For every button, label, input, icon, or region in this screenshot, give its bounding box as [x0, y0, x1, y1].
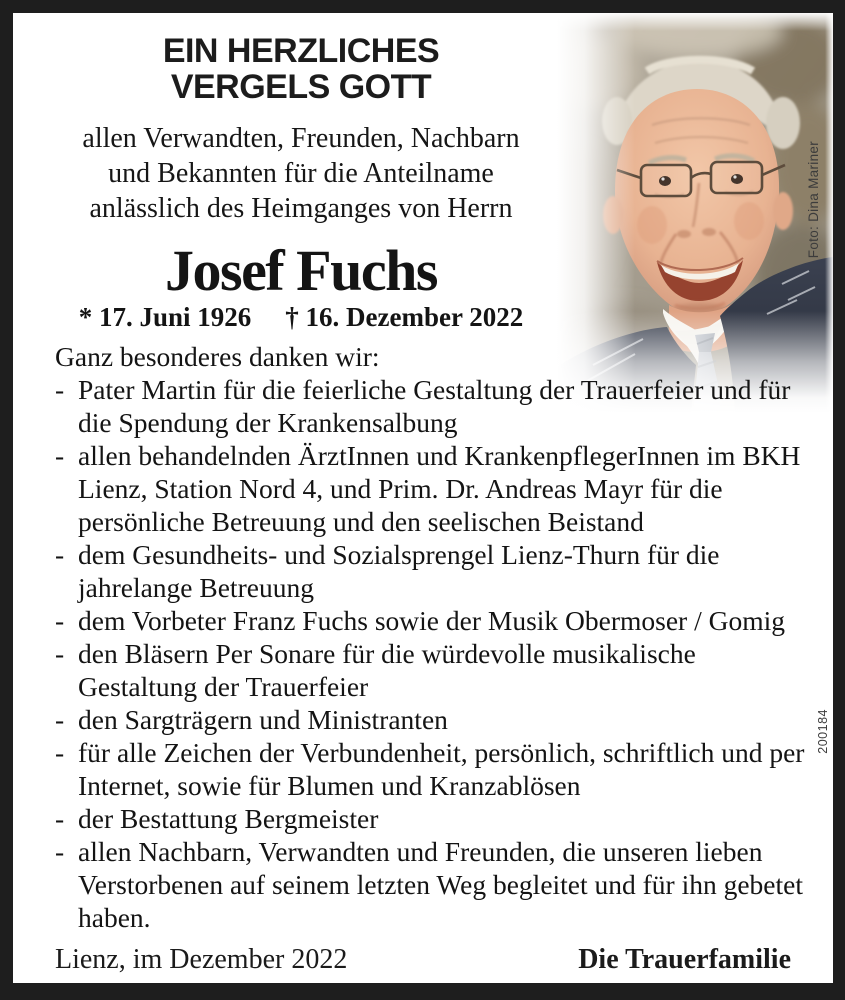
intro-paragraph: [55, 121, 547, 226]
photo-credit: Foto: Dina Mariner: [806, 141, 821, 259]
intro-line: allen Verwandten, Freunden, Nachbarn: [82, 123, 520, 154]
footer-row: [55, 943, 791, 976]
intro-line: und Bekannten für die Anteilname: [108, 158, 494, 189]
heading-line-2: VERGELS GOTT: [170, 68, 432, 106]
bullet-dash: -: [55, 605, 65, 636]
header-block: [55, 33, 547, 333]
thanks-block: [55, 340, 817, 934]
thanks-item: [55, 637, 817, 703]
bullet-dash: -: [55, 836, 65, 867]
thanks-item-text: für alle Zeichen der Verbundenheit, persönlich, schriftlich und per Internet, sowie für Blumen und Kranzablösen: [78, 737, 805, 801]
thanks-item-text: den Bläsern Per Sonare für die würdevolle musikalische Gestaltung der Trauerfeier: [78, 638, 696, 702]
heading: [55, 33, 547, 105]
thanks-item: [55, 703, 817, 736]
thanks-item-text: dem Vorbeter Franz Fuchs sowie der Musik Obermoser / Gomig: [78, 605, 785, 636]
bullet-dash: -: [55, 374, 65, 405]
thanks-item: [55, 802, 817, 835]
thanks-item-text: dem Gesundheits- und Sozialsprengel Lienz-Thurn für die jahrelange Betreuung: [78, 539, 720, 603]
life-dates: [55, 302, 547, 333]
thanks-item-text: der Bestattung Bergmeister: [78, 803, 379, 834]
print-reference-number: 200184: [816, 709, 830, 754]
thanks-item-text: Pater Martin für die feierliche Gestaltung der Trauerfeier und für die Spendung der Krankensalbung: [78, 374, 791, 438]
death-date: † 16. Dezember 2022: [285, 302, 524, 332]
bullet-dash: -: [55, 638, 65, 669]
place-dateline: Lienz, im Dezember 2022: [55, 944, 348, 975]
card-sheet: [13, 13, 833, 983]
thanks-intro: Ganz besonderes danken wir:: [55, 341, 380, 372]
thanks-item-text: den Sargträgern und Ministranten: [78, 704, 448, 735]
intro-line: anlässlich des Heimganges von Herrn: [89, 193, 513, 224]
signature: Die Trauerfamilie: [578, 944, 791, 975]
bullet-dash: -: [55, 803, 65, 834]
bullet-dash: -: [55, 440, 65, 471]
thanks-item: [55, 439, 817, 538]
thanks-item-text: allen Nachbarn, Verwandten und Freunden, die unseren lieben Verstorbenen auf seinem letzten Weg begleitet und für ihn gebetet haben.: [78, 836, 804, 933]
heading-line-1: EIN HERZLICHES: [162, 32, 440, 70]
thanks-item-text: allen behandelnden ÄrztInnen und KrankenpflegerInnen im BKH Lienz, Station Nord 4, und Prim. Dr. Andreas Mayr für die persönliche Betreuung und den seelischen Beistand: [78, 440, 801, 537]
thanks-item: [55, 835, 817, 934]
bullet-dash: -: [55, 704, 65, 735]
birth-date: * 17. Juni 1926: [78, 302, 252, 332]
bullet-dash: -: [55, 539, 65, 570]
thanks-item: [55, 538, 817, 604]
bullet-dash: -: [55, 737, 65, 768]
thanks-item: [55, 736, 817, 802]
deceased-name: Josef Fuchs: [165, 238, 437, 303]
thanks-item: [55, 373, 817, 439]
thanks-item: [55, 604, 817, 637]
